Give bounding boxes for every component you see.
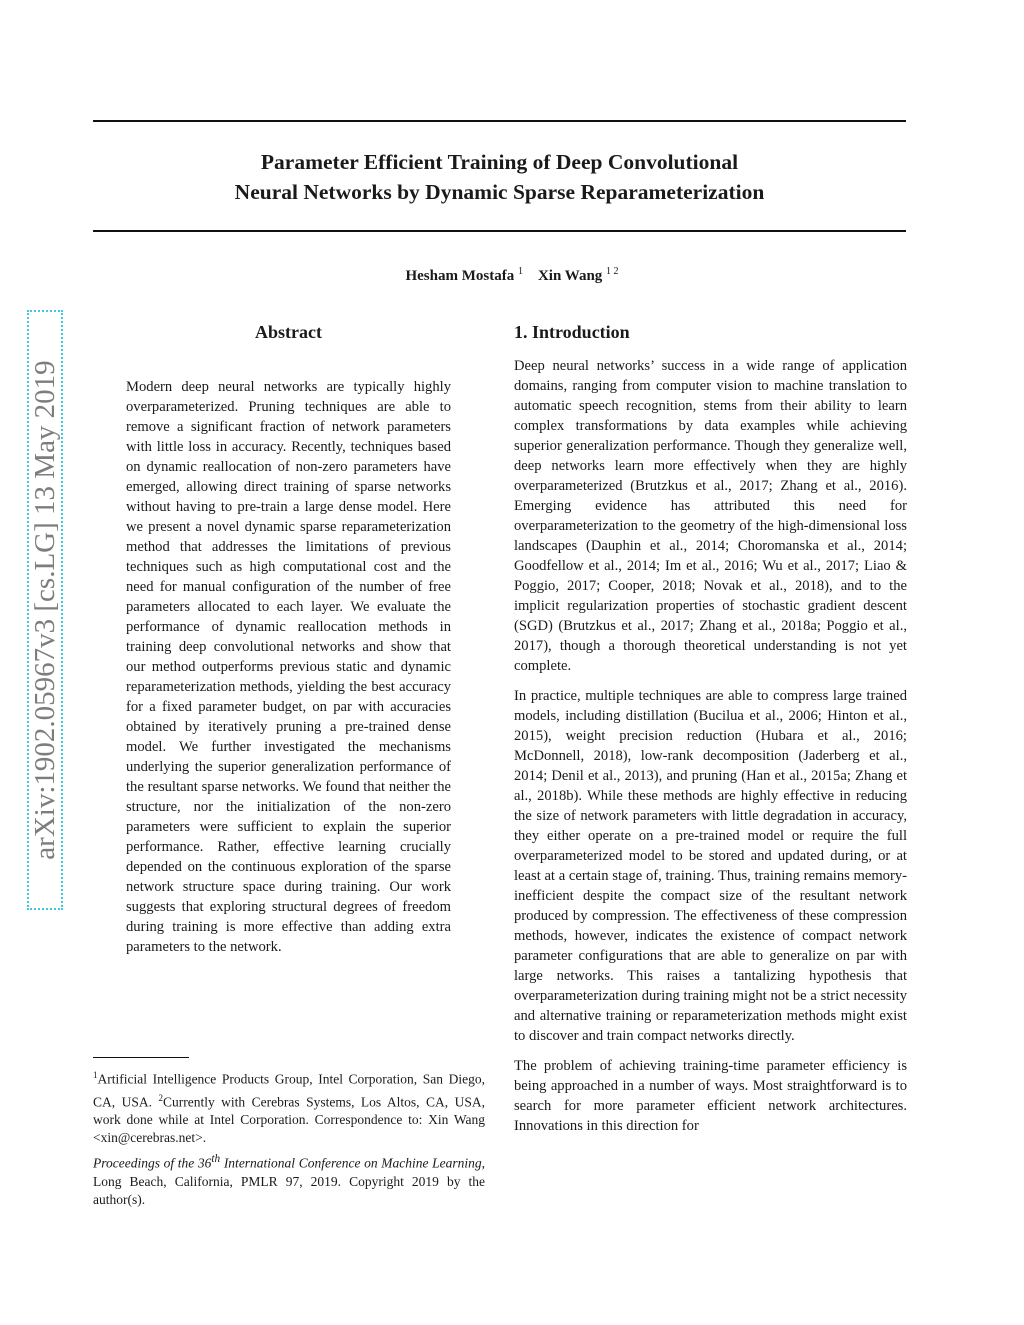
affiliation-footnote	[93, 1066, 485, 1147]
footnote-text: Artificial Intelligence Products Group, Intel Corporation, San Diego, CA, USA.	[93, 1071, 485, 1109]
footnote-rule	[93, 1057, 189, 1058]
introduction-paragraph: Deep neural networks’ success in a wide range of application domains, ranging from computer vision to machine translation to automatic speech recognition, stems from their ability to learn complex transformations by data examples while achieving superior generalization performance. Though they generalize well, deep networks learn more effectively when they are highly overparameterized (Brutzkus et al., 2017; Zhang et al., 2016). Emerging evidence has attributed this need for overparameterization to the geometry of the high-dimensional loss landscapes (Dauphin et al., 2014; Choromanska et al., 2014; Goodfellow et al., 2014; Im et al., 2016; Wu et al., 2017; Liao & Poggio, 2017; Cooper, 2018; Novak et al., 2018), and to the implicit regularization properties of stochastic gradient descent (SGD) (Brutzkus et al., 2017; Zhang et al., 2018a; Poggio et al., 2017), though a thorough theoretical understanding is not yet complete.	[514, 358, 907, 674]
proceedings-ordinal: th	[211, 1153, 221, 1165]
proceedings-number: 36	[197, 1155, 212, 1171]
introduction-paragraph: The problem of achieving training-time parameter efficiency is being approached in a number of ways. Most straightforward is to search for more parameter efficient network architectures. Innovations in this direction for	[514, 1058, 907, 1134]
top-rule	[93, 120, 906, 122]
footnote-mark: 1	[93, 1070, 98, 1080]
author-name: Xin Wang	[537, 268, 603, 284]
arxiv-identifier: arXiv:1902.05967v3 [cs.LG] 13 May 2019	[27, 310, 63, 910]
paper-title	[93, 147, 906, 207]
title-line-2: Neural Networks by Dynamic Sparse Reparameterization	[234, 180, 765, 204]
author-list	[0, 266, 1024, 285]
introduction-body	[514, 356, 907, 1146]
proceedings-italic: Proceedings of the	[93, 1155, 198, 1171]
author-affiliation: 1 2	[606, 266, 619, 277]
introduction-heading: 1. Introduction	[514, 322, 630, 342]
footnote-text: Currently with Cerebras Systems, Los Altos, CA, USA, work done while at Intel Corporation. Correspondence to: Xin Wang <xin@cerebras.net>.	[93, 1094, 485, 1145]
arxiv-stamp	[27, 310, 63, 910]
author-affiliation: 1	[517, 266, 523, 277]
title-bottom-rule	[93, 230, 906, 232]
abstract-heading: Abstract	[255, 322, 322, 342]
abstract-text: Modern deep neural networks are typically highly overparameterized. Pruning techniques are able to remove a significant fraction of network parameters with little loss in accuracy. Recently, techniques based on dynamic reallocation of non-zero parameters have emerged, allowing direct training of sparse networks without having to pre-train a large dense model. Here we present a novel dynamic sparse reparameterization method that addresses the limitations of previous techniques such as high computational cost and the need for manual configuration of the number of free parameters allocated to each layer. We evaluate the performance of dynamic reallocation methods in training deep convolutional networks and show that our method outperforms previous static and dynamic reparameterization methods, yielding the best accuracy for a fixed parameter budget, on par with accuracies obtained by iteratively pruning a pre-trained dense model. We further investigated the mechanisms underlying the superior generalization performance of the resultant sparse networks. We found that neither the structure, nor the initialization of the non-zero parameters were sufficient to explain the superior performance. Rather, effective learning crucially depended on the continuous exploration of the sparse network structure space during training. Our work suggests that exploring structural degrees of freedom during training is more effective than adding extra parameters to the network.	[126, 379, 451, 955]
author-name: Hesham Mostafa	[405, 268, 515, 284]
title-line-1: Parameter Efficient Training of Deep Convolutional	[260, 150, 739, 174]
footnote-mark: 2	[158, 1092, 163, 1103]
proceedings-italic: International Conference on Machine Learning	[220, 1155, 482, 1171]
proceedings-note	[93, 1150, 485, 1209]
proceedings-text: , Long Beach, California, PMLR 97, 2019. Copyright 2019 by the author(s).	[93, 1155, 485, 1207]
introduction-paragraph: In practice, multiple techniques are able to compress large trained models, including distillation (Bucilua et al., 2006; Hinton et al., 2015), weight precision reduction (Hubara et al., 2016; McDonnell, 2018), low-rank decomposition (Jaderberg et al., 2014; Denil et al., 2013), and pruning (Han et al., 2015a; Zhang et al., 2018b). While these methods are highly effective in reducing the size of network parameters with little degradation in accuracy, they either operate on a pre-trained model or require the full overparameterized model to be stored and updated during, or at least at a certain stage of, training. Thus, training remains memory-inefficient despite the compact size of the resultant network produced by compression. The effectiveness of these compression methods, however, indicates the existence of compact network parameter configurations that are able to generalize on par with large networks. This raises a tantalizing hypothesis that overparameterization during training might not be a strict necessity and alternative training or reparameterization methods might exist to discover and train compact networks directly.	[514, 688, 907, 1044]
